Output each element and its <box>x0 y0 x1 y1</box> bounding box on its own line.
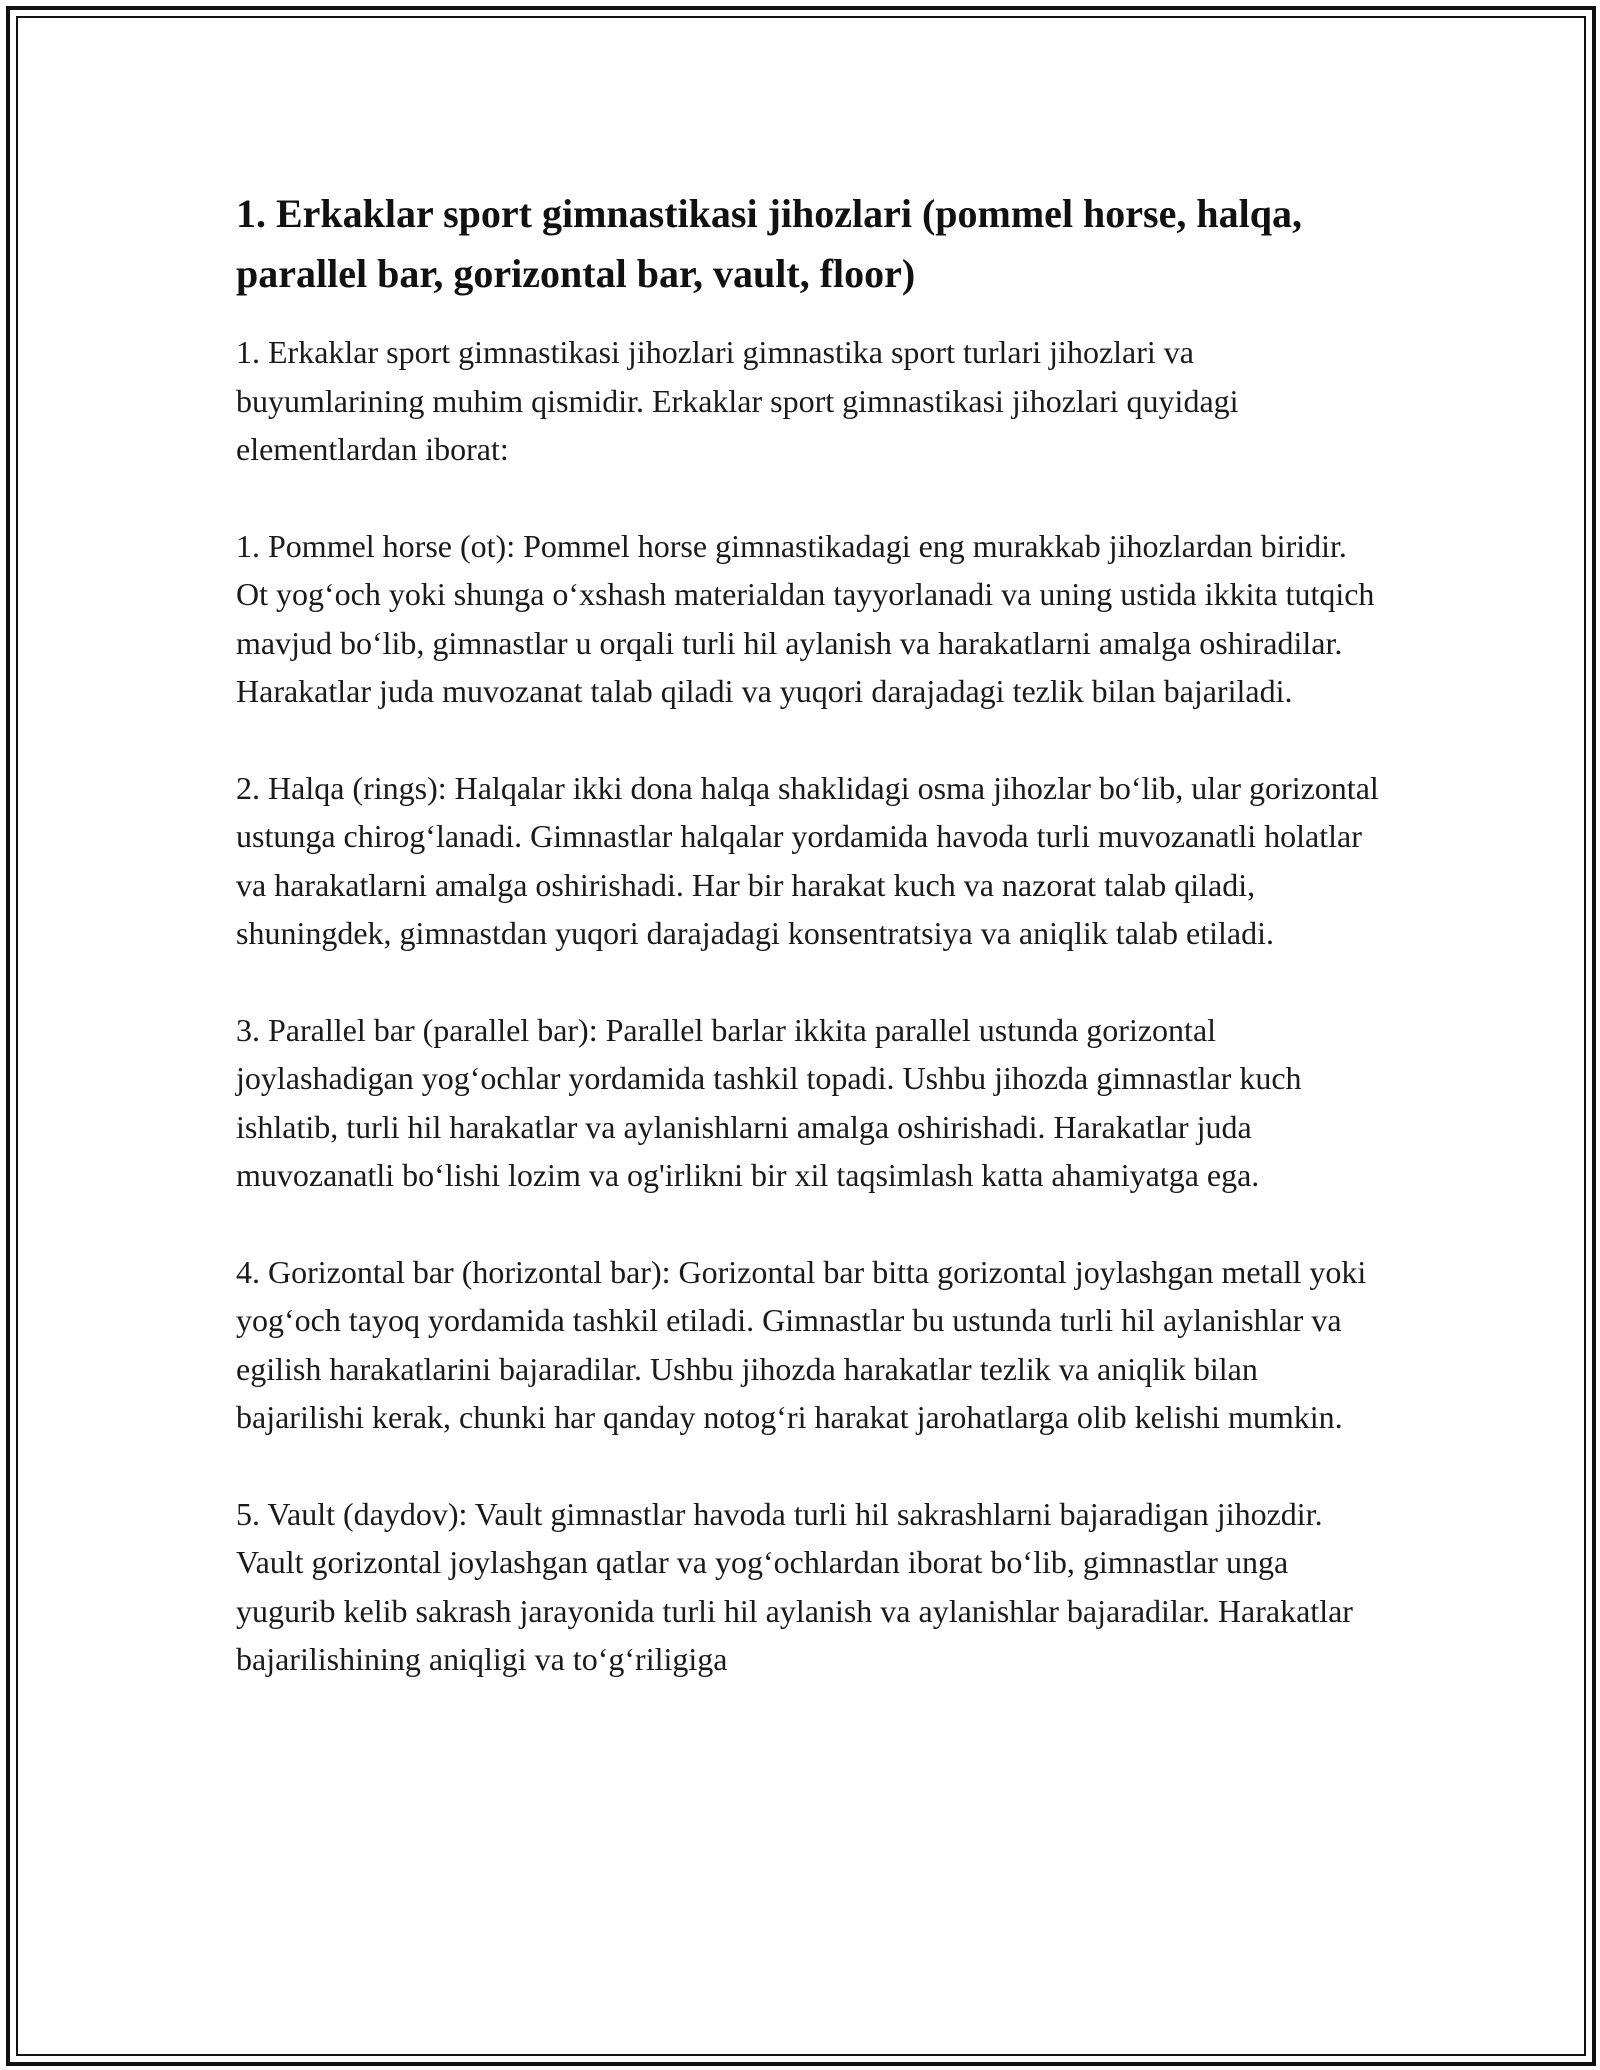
document-body <box>236 184 1386 1684</box>
paragraph-horizontal-bar: 4. Gorizontal bar (horizontal bar): Gorizontal bar bitta gorizontal joylashgan metall yoki yog‘och tayoq yordamida tashkil etiladi. Gimnastlar bu ustunda turli hil aylanishlar va egilish harakatlarini bajaradilar. Ushbu jihozda harakatlar tezlik va aniqlik bilan bajarilishi kerak, chunki har qanday notog‘ri harakat jarohatlarga olib kelishi mumkin. <box>236 1253 1367 1435</box>
paragraph-parallel-bar: 3. Parallel bar (parallel bar): Parallel barlar ikkita parallel ustunda gorizontal joylashadigan yog‘ochlar yordamida tashkil topadi. Ushbu jihozda gimnastlar kuch ishlatib, turli hil harakatlar va aylanishlarni amalga oshirishadi. Harakatlar juda muvozanatli bo‘lishi lozim va og'irlikni bir xil taqsimlash katta ahamiyatga ega. <box>236 1011 1302 1193</box>
document-title: 1. Erkaklar sport gimnastikasi jihozlari (pommel horse, halqa, parallel bar, gorizontal bar, vault, floor) <box>236 191 1302 296</box>
paragraph-vault: 5. Vault (daydov): Vault gimnastlar havoda turli hil sakrashlarni bajaradigan jihozdir. Vault gorizontal joylashgan qatlar va yog‘ochlardan iborat bo‘lib, gimnastlar unga yugurib kelib sakrash jarayonida turli hil aylanish va aylanishlar bajaradilar. Harakatlar bajarilishining aniqligi va to‘g‘riligiga <box>236 1495 1353 1677</box>
paragraph-rings: 2. Halqa (rings): Halqalar ikki dona halqa shaklidagi osma jihozlar bo‘lib, ular gorizontal ustunga chirog‘lanadi. Gimnastlar halqalar yordamida havoda turli muvozanatli holatlar va harakatlarni amalga oshirishadi. Har bir harakat kuch va nazorat talab qiladi, shuningdek, gimnastdan yuqori darajadagi konsentratsiya va aniqlik talab etiladi. <box>236 769 1379 951</box>
paragraph-intro: 1. Erkaklar sport gimnastikasi jihozlari gimnastika sport turlari jihozlari va buyumlarining muhim qismidir. Erkaklar sport gimnastikasi jihozlari quyidagi elementlardan iborat: <box>236 334 1239 467</box>
paragraph-pommel-horse: 1. Pommel horse (ot): Pommel horse gimnastikadagi eng murakkab jihozlardan biridir. Ot yog‘och yoki shunga o‘xshash materialdan tayyorlanadi va uning ustida ikkita tutqich mavjud bo‘lib, gimnastlar u orqali turli hil aylanish va harakatlarni amalga oshiradilar. Harakatlar juda muvozanat talab qiladi va yuqori darajadagi tezlik bilan bajariladi. <box>236 527 1375 709</box>
